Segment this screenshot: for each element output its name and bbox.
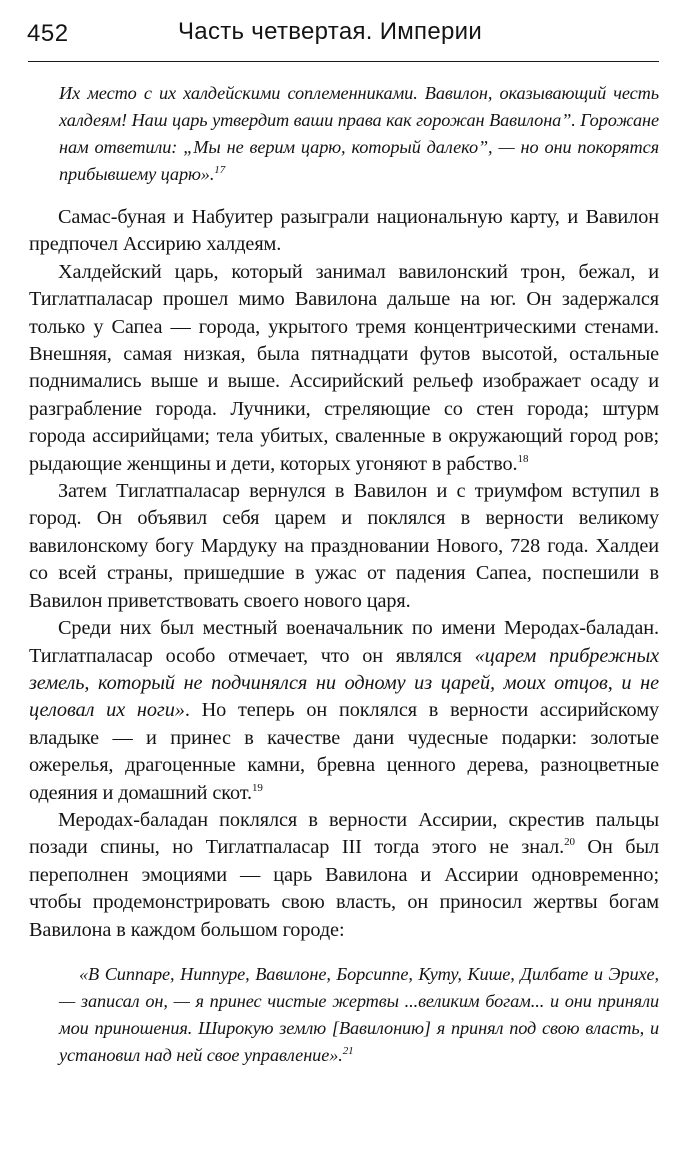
paragraph-2-text: Халдейский царь, который занимал вавилонский трон, бежал, и Тиглатпаласар прошел мимо Вавилона дальше на юг. Он задержался только у Сапеа — города, укрытого тремя концентрическими стенами. Внешняя, самая низкая, была пятнадцати футов высотой, остальные поднимались выше и выше. Ассирийский рельеф изображает осаду и разграбление города. Лучники, стреляющие со стен города; штурм города ассирийцами; тела убитых, сваленные в окружающий город ров; рыдающие женщины и дети, которых угоняют в рабство. <box>29 260 659 475</box>
page-number: 452 <box>27 20 69 47</box>
footnote-ref-17: 17 <box>214 163 226 176</box>
paragraph-5-text: Меродах-баладан поклялся в верности Ассирии, скрестив пальцы позади спины, но Тиглатпаласар III тогда этого не знал. <box>29 808 659 859</box>
paragraph-3-text: Затем Тиглатпаласар вернулся в Вавилон и с триумфом вступил в город. Он объявил себя царем и поклялся в верности великому вавилонскому богу Мардуку на праздновании Нового, 728 года. Халдеи со всей страны, пришедшие в ужас от падения Сапеа, поспешили в Вавилон приветствовать своего нового царя. <box>29 480 659 612</box>
block-quote-2-text: «В Сиппаре, Ниппуре, Вавилоне, Борсиппе, Куту, Кише, Дилбате и Эрихе, — записал он, — я принес чистые жертвы ...великим богам... и они приняли мои приношения. Широкую землю [Вавилонию] я принял под свою власть, и установил над ней свое управление». <box>59 963 659 1065</box>
footnote-ref-18: 18 <box>517 452 529 465</box>
page-header <box>27 14 659 60</box>
paragraph-5 <box>29 807 659 944</box>
paragraph-1-text: Самас-буная и Набуитер разыграли национальную карту, и Вавилон предпочел Ассирию халдеям. <box>29 206 659 256</box>
paragraph-4-text: Среди них был местный военачальник по имени Меродах-баладан. Тиглатпаласар особо отмечает, что он являлся <box>29 617 659 667</box>
header-rule <box>28 61 659 62</box>
footnote-ref-19: 19 <box>251 781 263 794</box>
paragraph-3 <box>29 478 659 615</box>
paragraph-4-quoted-text: «царем прибрежных земель, который не подчинялся ни одному из царей, моих отцов, и не целовал их ноги» <box>29 644 659 722</box>
paragraph-4 <box>29 615 659 807</box>
footnote-ref-21: 21 <box>342 1044 354 1057</box>
running-title: Часть четвертая. Империи <box>178 18 483 45</box>
block-quote-1 <box>29 80 659 188</box>
block-quote-1-text: Их место с их халдейскими соплеменниками. Вавилон, оказывающий честь халдеям! Наш царь утвердит ваши права как горожан Вавилона”. Горожане нам ответили: „Мы не верим царю, который далеко”, — но они покорятся прибывшему царю». <box>59 83 659 184</box>
paragraph-1 <box>29 204 659 259</box>
paragraph-2 <box>29 259 659 478</box>
paragraph-5-text-continued: Он был переполнен эмоциями — царь Вавилона и Ассирии одновременно; чтобы продемонстрировать свою власть, он приносил жертвы богам Вавилона в каждом большом городе: <box>29 836 659 941</box>
body-text <box>29 80 659 1069</box>
paragraph-4-text-continued: . Но теперь он поклялся в верности ассирийскому владыке — и принес в качестве дани чудесные подарки: золотые ожерелья, драгоценные камни, бревна ценного дерева, разноцветные одеяния и домашний скот. <box>29 699 659 804</box>
footnote-ref-20: 20 <box>564 836 575 849</box>
block-quote-2 <box>29 961 659 1069</box>
